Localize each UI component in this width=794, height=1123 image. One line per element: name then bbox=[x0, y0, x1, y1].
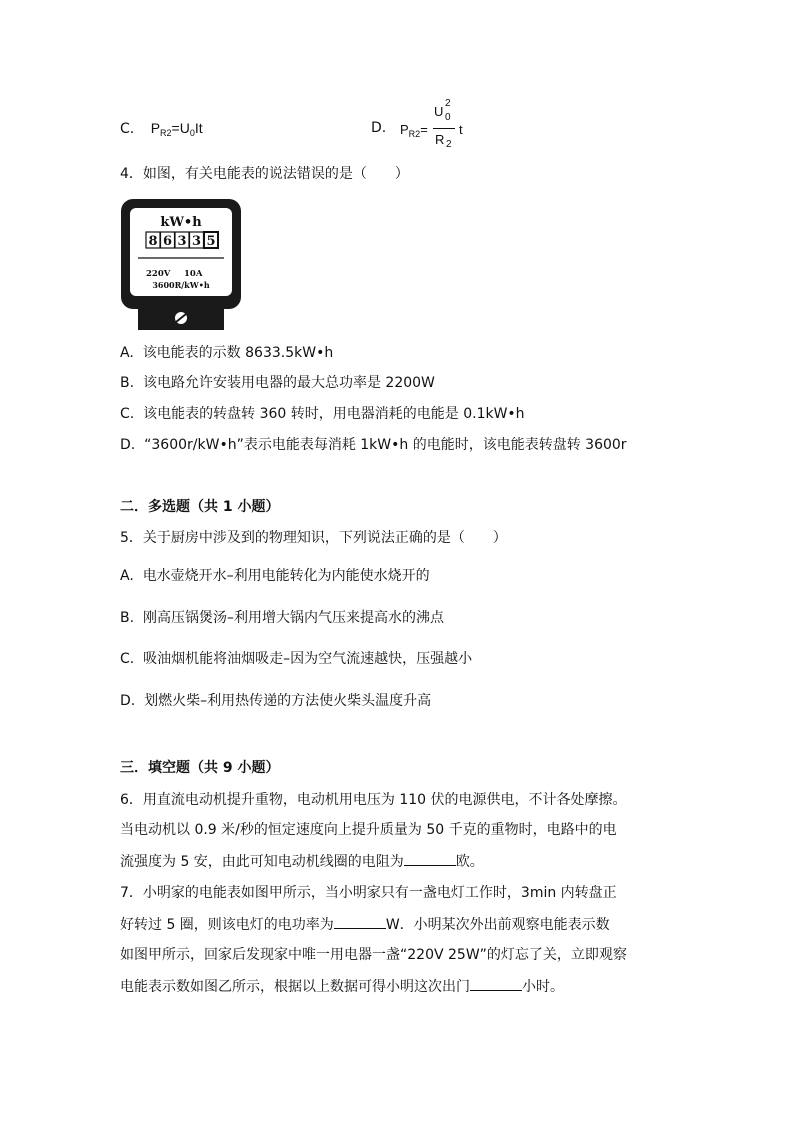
q5-option-a: A. 电水壶烧开水–利用电能转化为内能使水烧开的 bbox=[120, 568, 430, 584]
meter-digit: 3 bbox=[177, 234, 187, 249]
q7-line-1: 7．小明家的电能表如图甲所示，当小明家只有一盏电灯工作时，3min 内转盘正 bbox=[120, 885, 617, 901]
option-letter: C. bbox=[120, 121, 135, 137]
formula-d-den-sub: 2 bbox=[446, 139, 452, 150]
q7-line-4: 电能表示数如图乙所示，根据以上数据可得小明这次出门 小时。 bbox=[120, 976, 564, 997]
meter-rating-voltage: 220V bbox=[146, 269, 171, 279]
q5-option-b: B. 刚高压锅煲汤–利用增大锅内气压来提高水的沸点 bbox=[120, 610, 444, 626]
electric-meter-figure bbox=[120, 198, 242, 330]
q6-line-2: 当电动机以 0.9 米/秒的恒定速度向上提升质量为 50 千克的重物时，电路中的电 bbox=[120, 822, 617, 838]
formula-d-denominator: R bbox=[435, 132, 445, 147]
meter-digit: 6 bbox=[162, 234, 173, 249]
answer-blank[interactable] bbox=[470, 976, 522, 991]
q6-line-1: 6．用直流电动机提升重物，电动机用电压为 110 伏的电源供电，不计各处摩擦。 bbox=[120, 792, 627, 808]
q4-stem: 4．如图，有关电能表的说法错误的是（ ） bbox=[120, 166, 409, 182]
section-heading-multiple-choice: 二．多选题（共 1 小题） bbox=[120, 499, 280, 515]
formula-d-t: t bbox=[459, 122, 463, 137]
section-heading-fill-in: 三．填空题（共 9 小题） bbox=[120, 760, 280, 776]
meter-unit: kW•h bbox=[160, 215, 202, 230]
meter-constant: 3600R/kW•h bbox=[152, 280, 210, 290]
q4-option-d: D. “3600r/kW•h”表示电能表每消耗 1kW•h 的电能时，该电能表转盘转 3600r bbox=[120, 437, 627, 453]
q5-option-c: C. 吸油烟机能将油烟吸走–因为空气流速越快，压强越小 bbox=[120, 651, 473, 667]
q3-option-c bbox=[120, 118, 203, 143]
q5-stem: 5．关于厨房中涉及到的物理知识，下列说法正确的是（ ） bbox=[120, 530, 507, 546]
q4-option-b: B. 该电路允许安装用电器的最大总功率是 2200W bbox=[120, 375, 435, 391]
q6-line-3: 流强度为 5 安，由此可知电动机线圈的电阻为 欧。 bbox=[120, 851, 484, 872]
answer-blank[interactable] bbox=[334, 914, 386, 929]
q7-line-2: 好转过 5 圈，则该电灯的电功率为 W．小明某次外出前观察电能表示数 bbox=[120, 914, 610, 935]
formula-c: $P_{R2}=U_0It$ bbox=[150, 120, 203, 138]
q7-line-3: 如图甲所示，回家后发现家中唯一用电器一盏“220V 25W”的灯忘了关，立即观察 bbox=[120, 947, 627, 963]
q4-option-a: A. 该电能表的示数 8633.5kW•h bbox=[120, 345, 334, 361]
formula-d-sub: 0 bbox=[445, 112, 451, 123]
fraction-bar bbox=[433, 128, 455, 129]
meter-digit: 8 bbox=[148, 234, 158, 249]
formula-d-lhs: $P_{R2}=$ bbox=[400, 122, 428, 139]
option-letter: D. bbox=[371, 120, 387, 136]
meter-digit: 3 bbox=[191, 234, 202, 249]
meter-rating-current: 10A bbox=[184, 269, 203, 279]
meter-digit: 5 bbox=[206, 234, 216, 249]
q5-option-d: D. 划燃火柴–利用热传递的方法使火柴头温度升高 bbox=[120, 693, 432, 709]
answer-blank[interactable] bbox=[404, 851, 456, 866]
formula-d-numerator: U bbox=[434, 104, 444, 119]
electric-meter-icon bbox=[120, 198, 242, 330]
q4-option-c: C. 该电能表的转盘转 360 转时，用电器消耗的电能是 0.1kW•h bbox=[120, 406, 525, 422]
formula-d-sup: 2 bbox=[445, 98, 451, 109]
